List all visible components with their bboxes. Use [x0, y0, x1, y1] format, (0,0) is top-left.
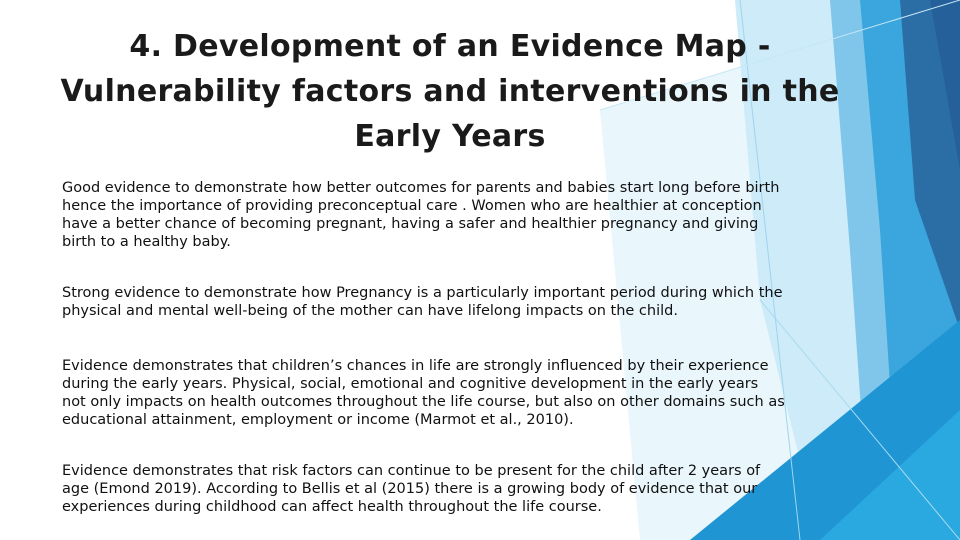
text-line: have a better chance of becoming pregnant, having a safer and healthier pregnancy and giving — [62, 216, 759, 232]
paragraph-preconception — [62, 179, 862, 251]
text-line: physical and mental well-being of the mother can have lifelong impacts on the child. — [62, 303, 678, 319]
text-line: Evidence demonstrates that children’s chances in life are strongly influenced by their experience — [62, 358, 769, 374]
text-line: not only impacts on health outcomes throughout the life course, but also on other domains such as — [62, 394, 785, 410]
text-line: experiences during childhood can affect health throughout the life course. — [62, 499, 602, 515]
title-line: 4. Development of an Evidence Map - — [129, 29, 771, 64]
text-line: Strong evidence to demonstrate how Pregnancy is a particularly important period during which the — [62, 285, 783, 301]
title-line: Vulnerability factors and interventions in the — [60, 74, 840, 109]
text-line: educational attainment, employment or income (Marmot et al., 2010). — [62, 412, 574, 428]
slide-title — [40, 24, 860, 159]
text-line: Good evidence to demonstrate how better outcomes for parents and babies start long before birth — [62, 180, 780, 196]
title-line: Early Years — [354, 119, 546, 154]
text-line: during the early years. Physical, social, emotional and cognitive development in the early years — [62, 376, 759, 392]
paragraph-risk-factors — [62, 462, 862, 516]
text-line: hence the importance of providing preconceptual care . Women who are healthier at conception — [62, 198, 762, 214]
text-line: birth to a healthy baby. — [62, 234, 231, 250]
paragraph-pregnancy — [62, 284, 862, 320]
text-line: Evidence demonstrates that risk factors can continue to be present for the child after 2 years of — [62, 463, 761, 479]
paragraph-early-years — [62, 357, 862, 429]
text-line: age (Emond 2019). According to Bellis et al (2015) there is a growing body of evidence that our — [62, 481, 758, 497]
